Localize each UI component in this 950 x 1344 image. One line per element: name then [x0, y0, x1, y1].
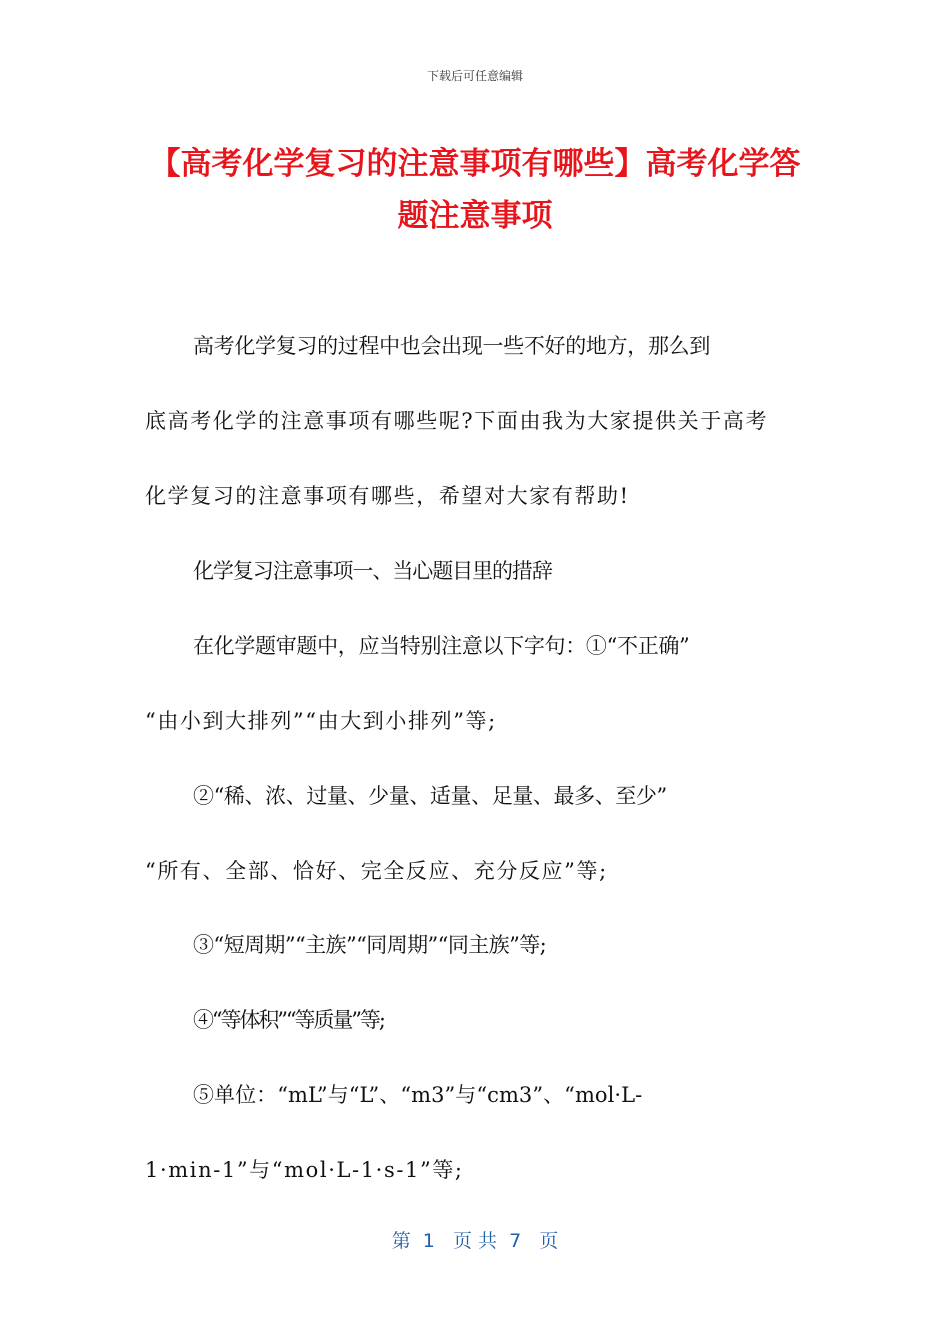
paragraph-line: 高考化学复习的过程中也会出现一些不好的地方，那么到: [193, 334, 710, 358]
paragraph-line: 底高考化学的注意事项有哪些呢?下面由我为大家提供关于高考: [145, 409, 769, 433]
paragraph-line: 1·min-1”与“mol·L-1·s-1”等;: [145, 1158, 464, 1182]
paragraph-line: 化学复习的注意事项有哪些，希望对大家有帮助!: [145, 484, 630, 508]
page-footer: 第 1 页 共 7 页: [391, 1230, 559, 1252]
paragraph-line: ③“短周期”“主族”“同周期”“同主族”等;: [193, 933, 547, 957]
paragraph-line: ⑤单位：“mL”与“L”、“m3”与“cm3”、“mol·L-: [193, 1083, 643, 1107]
paragraph-line: “由小到大排列”“由大到小排列”等;: [145, 709, 497, 733]
paragraph-line: 在化学题审题中，应当特别注意以下字句：①“不正确”: [193, 634, 690, 658]
paragraph-line: “所有、全部、恰好、完全反应、充分反应”等;: [145, 859, 608, 883]
section-heading: 化学复习注意事项一、当心题目里的措辞: [193, 559, 552, 583]
paragraph-line: ④“等体积”“等质量”等;: [193, 1008, 384, 1032]
document-title: 【高考化学复习的注意事项有哪些】高考化学答题注意事项: [149, 146, 801, 234]
header-note: 下载后可任意编辑: [426, 69, 523, 83]
paragraph-line: ②“稀、浓、过量、少量、适量、足量、最多、至少”: [193, 784, 667, 808]
